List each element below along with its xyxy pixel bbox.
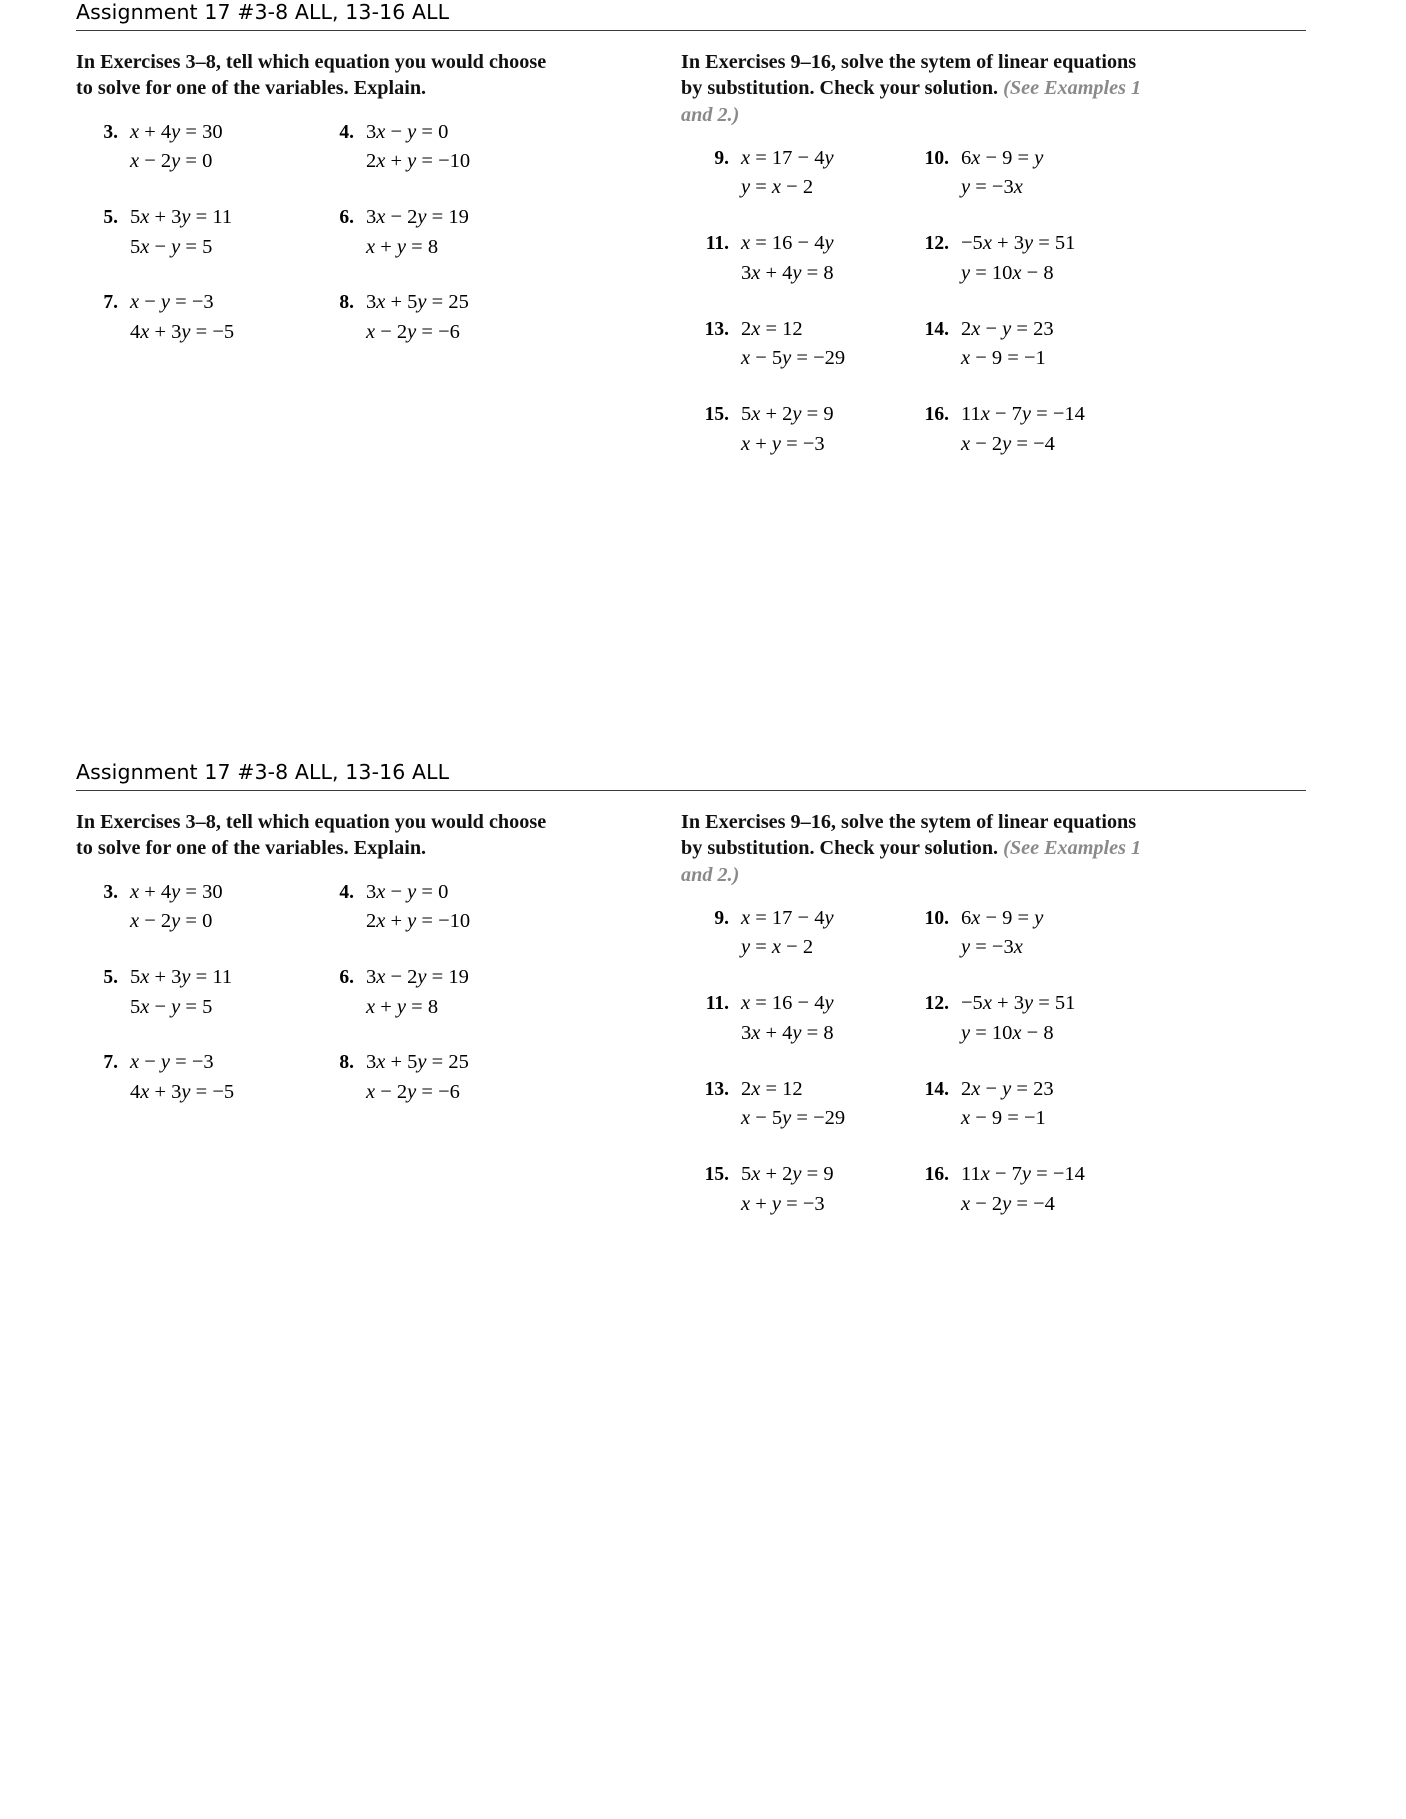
equation-2: x − 2y = −4 [961, 1192, 1055, 1215]
exercise-number: 9. [714, 907, 729, 929]
equation-1: 6x − 9 = y [961, 906, 1044, 929]
page-copy-bottom [0, 760, 1406, 1220]
exercise-equations [961, 1075, 1054, 1134]
exercise-number: 5. [103, 966, 118, 988]
equation-1: 11x − 7y = −14 [961, 1163, 1085, 1186]
exercise-equations [130, 878, 223, 937]
exercise-row [695, 989, 1221, 1048]
equation-1: 3x − y = 0 [366, 120, 449, 143]
exercise-number: 13. [704, 318, 729, 340]
right-instructions [681, 809, 1221, 888]
exercise-number: 6. [339, 966, 354, 988]
equation-2: x − 2y = 0 [130, 910, 213, 933]
exercise-item-15[interactable] [695, 1160, 907, 1219]
equation-1: x = 16 − 4y [741, 232, 834, 255]
equation-2: y = −3x [961, 936, 1023, 959]
exercise-item-13[interactable] [695, 1075, 907, 1134]
left-instructions-line1: In Exercises 3–8, tell which equation you would choose [76, 811, 547, 833]
right-instructions-ref2: and 2.) [681, 863, 740, 886]
exercise-item-3[interactable] [88, 878, 318, 937]
right-instructions-line1: In Exercises 9–16, solve the sytem of linear equations [681, 811, 1137, 833]
exercise-number: 8. [339, 1052, 354, 1074]
right-instructions-line2: by substitution. Check your solution. [681, 77, 999, 100]
equation-1: 6x − 9 = y [961, 146, 1044, 169]
exercise-item-10[interactable] [915, 144, 1127, 203]
exercise-number: 3. [103, 881, 118, 903]
exercise-number: 12. [924, 993, 949, 1015]
equation-1: x − y = −3 [130, 1051, 214, 1074]
left-instructions-line1: In Exercises 3–8, tell which equation you would choose [76, 51, 547, 73]
exercise-item-16[interactable] [915, 1160, 1127, 1219]
exercise-equations [961, 229, 1075, 288]
equation-2: y = 10x − 8 [961, 1021, 1054, 1044]
exercise-item-11[interactable] [695, 229, 907, 288]
exercise-number: 5. [103, 206, 118, 228]
exercise-number: 11. [705, 993, 729, 1015]
exercise-number: 6. [339, 206, 354, 228]
exercise-row [88, 878, 606, 937]
exercise-equations [961, 989, 1075, 1048]
exercise-item-12[interactable] [915, 229, 1127, 288]
exercise-equations [961, 904, 1043, 963]
exercise-number: 14. [924, 1078, 949, 1100]
equation-1: 3x − y = 0 [366, 880, 449, 903]
right-instructions-line2-wrap [681, 835, 1221, 861]
exercise-equations [741, 315, 845, 374]
exercise-equations [741, 1160, 834, 1219]
equation-2: 4x + 3y = −5 [130, 321, 235, 344]
exercise-equations [961, 315, 1054, 374]
right-instructions-line2-wrap [681, 75, 1221, 101]
equation-1: 11x − 7y = −14 [961, 403, 1085, 426]
right-exercise-grid [681, 144, 1221, 460]
equation-2: 3x + 4y = 8 [741, 261, 834, 284]
exercise-item-7[interactable] [88, 288, 318, 347]
left-instructions-line2: to solve for one of the variables. Explain. [76, 77, 427, 100]
exercise-number: 4. [339, 121, 354, 143]
equation-1: 2x − y = 23 [961, 317, 1054, 340]
right-column [681, 809, 1221, 1220]
exercise-equations [366, 118, 470, 177]
equation-2: 5x − y = 5 [130, 235, 213, 258]
exercise-number: 8. [339, 292, 354, 314]
right-column [681, 49, 1221, 460]
content-columns [76, 809, 1306, 1220]
left-column [76, 49, 606, 348]
equation-2: x − 5y = −29 [741, 1107, 846, 1130]
exercise-equations [741, 400, 834, 459]
exercise-item-4[interactable] [324, 118, 554, 177]
left-instructions [76, 49, 606, 102]
exercise-number: 7. [103, 292, 118, 314]
exercise-equations [130, 963, 232, 1022]
exercise-equations [130, 118, 223, 177]
equation-2: 5x − y = 5 [130, 995, 213, 1018]
equation-1: x + 4y = 30 [130, 120, 223, 143]
left-column [76, 809, 606, 1108]
exercise-item-7[interactable] [88, 1048, 318, 1107]
exercise-item-10[interactable] [915, 904, 1127, 963]
exercise-number: 9. [714, 147, 729, 169]
equation-1: x = 17 − 4y [741, 906, 834, 929]
left-instructions-line2: to solve for one of the variables. Explain. [76, 837, 427, 860]
exercise-item-4[interactable] [324, 878, 554, 937]
exercise-equations [741, 229, 834, 288]
exercise-row [695, 144, 1221, 203]
equation-1: 3x + 5y = 25 [366, 1051, 469, 1074]
content-columns [76, 49, 1306, 460]
equation-2: 2x + y = −10 [366, 150, 471, 173]
exercise-item-6[interactable] [324, 203, 554, 262]
exercise-item-3[interactable] [88, 118, 318, 177]
header-title: Assignment 17 #3-8 ALL, 13-16 ALL [76, 0, 450, 24]
equation-2: x − 2y = −6 [366, 321, 460, 344]
equation-2: 3x + 4y = 8 [741, 1021, 834, 1044]
equation-2: x + y = 8 [366, 235, 439, 258]
right-exercise-grid [681, 904, 1221, 1220]
equation-2: 4x + 3y = −5 [130, 1081, 235, 1104]
equation-1: x + 4y = 30 [130, 880, 223, 903]
equation-1: −5x + 3y = 51 [961, 992, 1076, 1015]
exercise-row [88, 203, 606, 262]
exercise-equations [130, 288, 234, 347]
document-header [76, 760, 1306, 791]
exercise-equations [961, 400, 1085, 459]
exercise-item-8[interactable] [324, 288, 554, 347]
exercise-number: 13. [704, 1078, 729, 1100]
equation-1: 5x + 2y = 9 [741, 1163, 834, 1186]
equation-2: x − 2y = 0 [130, 150, 213, 173]
equation-1: 3x − 2y = 19 [366, 965, 469, 988]
exercise-item-13[interactable] [695, 315, 907, 374]
exercise-number: 7. [103, 1052, 118, 1074]
equation-1: 2x − y = 23 [961, 1077, 1054, 1100]
exercise-number: 14. [924, 318, 949, 340]
exercise-item-8[interactable] [324, 1048, 554, 1107]
exercise-number: 15. [704, 404, 729, 426]
exercise-equations [130, 1048, 234, 1107]
exercise-number: 16. [924, 1164, 949, 1186]
equation-1: 3x − 2y = 19 [366, 205, 469, 228]
equation-2: x − 9 = −1 [961, 1107, 1046, 1130]
equation-1: 5x + 3y = 11 [130, 205, 233, 228]
exercise-equations [741, 904, 834, 963]
exercise-equations [961, 1160, 1085, 1219]
right-instructions-ref2: and 2.) [681, 103, 740, 126]
exercise-item-16[interactable] [915, 400, 1127, 459]
exercise-item-11[interactable] [695, 989, 907, 1048]
exercise-item-6[interactable] [324, 963, 554, 1022]
exercise-item-12[interactable] [915, 989, 1127, 1048]
exercise-item-5[interactable] [88, 203, 318, 262]
right-instructions [681, 49, 1221, 128]
exercise-equations [366, 963, 469, 1022]
equation-1: 2x = 12 [741, 317, 803, 340]
exercise-item-9[interactable] [695, 144, 907, 203]
equation-1: x = 16 − 4y [741, 992, 834, 1015]
equation-2: x + y = 8 [366, 995, 439, 1018]
equation-2: y = x − 2 [741, 936, 814, 959]
exercise-equations [741, 989, 834, 1048]
exercise-equations [130, 203, 232, 262]
equation-1: 3x + 5y = 25 [366, 291, 469, 314]
equation-2: 2x + y = −10 [366, 910, 471, 933]
exercise-row [88, 118, 606, 177]
equation-2: x − 2y = −4 [961, 432, 1055, 455]
equation-2: x + y = −3 [741, 432, 825, 455]
exercise-row [88, 963, 606, 1022]
exercise-equations [366, 878, 470, 937]
exercise-row [695, 229, 1221, 288]
equation-1: 2x = 12 [741, 1077, 803, 1100]
exercise-equations [366, 1048, 469, 1107]
exercise-number: 3. [103, 121, 118, 143]
document-header [76, 0, 1306, 31]
right-instructions-line2: by substitution. Check your solution. [681, 837, 999, 860]
page-copy-top [0, 0, 1406, 460]
equation-1: 5x + 3y = 11 [130, 965, 233, 988]
exercise-item-14[interactable] [915, 315, 1127, 374]
exercise-number: 12. [924, 233, 949, 255]
exercise-row [695, 315, 1221, 374]
exercise-number: 4. [339, 881, 354, 903]
header-title: Assignment 17 #3-8 ALL, 13-16 ALL [76, 760, 450, 784]
exercise-row [695, 1075, 1221, 1134]
right-instructions-ref1: (See Examples 1 [1003, 837, 1142, 860]
equation-1: −5x + 3y = 51 [961, 232, 1076, 255]
exercise-item-5[interactable] [88, 963, 318, 1022]
exercise-item-14[interactable] [915, 1075, 1127, 1134]
exercise-number: 10. [924, 907, 949, 929]
equation-2: x − 2y = −6 [366, 1081, 460, 1104]
right-instructions-line1: In Exercises 9–16, solve the sytem of linear equations [681, 51, 1137, 73]
exercise-equations [741, 144, 834, 203]
exercise-number: 16. [924, 404, 949, 426]
left-instructions [76, 809, 606, 862]
equation-2: x − 5y = −29 [741, 347, 846, 370]
exercise-row [695, 400, 1221, 459]
exercise-item-15[interactable] [695, 400, 907, 459]
left-exercise-grid [76, 118, 606, 348]
equation-1: x − y = −3 [130, 291, 214, 314]
exercise-row [695, 1160, 1221, 1219]
exercise-equations [741, 1075, 845, 1134]
exercise-number: 10. [924, 147, 949, 169]
exercise-row [88, 1048, 606, 1107]
equation-2: x + y = −3 [741, 1192, 825, 1215]
equation-1: x = 17 − 4y [741, 146, 834, 169]
equation-2: y = x − 2 [741, 176, 814, 199]
exercise-number: 15. [704, 1164, 729, 1186]
equation-1: 5x + 2y = 9 [741, 403, 834, 426]
equation-2: y = 10x − 8 [961, 261, 1054, 284]
exercise-equations [366, 203, 469, 262]
exercise-row [88, 288, 606, 347]
equation-2: x − 9 = −1 [961, 347, 1046, 370]
equation-2: y = −3x [961, 176, 1023, 199]
exercise-equations [961, 144, 1043, 203]
right-instructions-ref1: (See Examples 1 [1003, 77, 1142, 100]
exercise-number: 11. [705, 233, 729, 255]
exercise-row [695, 904, 1221, 963]
exercise-equations [366, 288, 469, 347]
exercise-item-9[interactable] [695, 904, 907, 963]
left-exercise-grid [76, 878, 606, 1108]
